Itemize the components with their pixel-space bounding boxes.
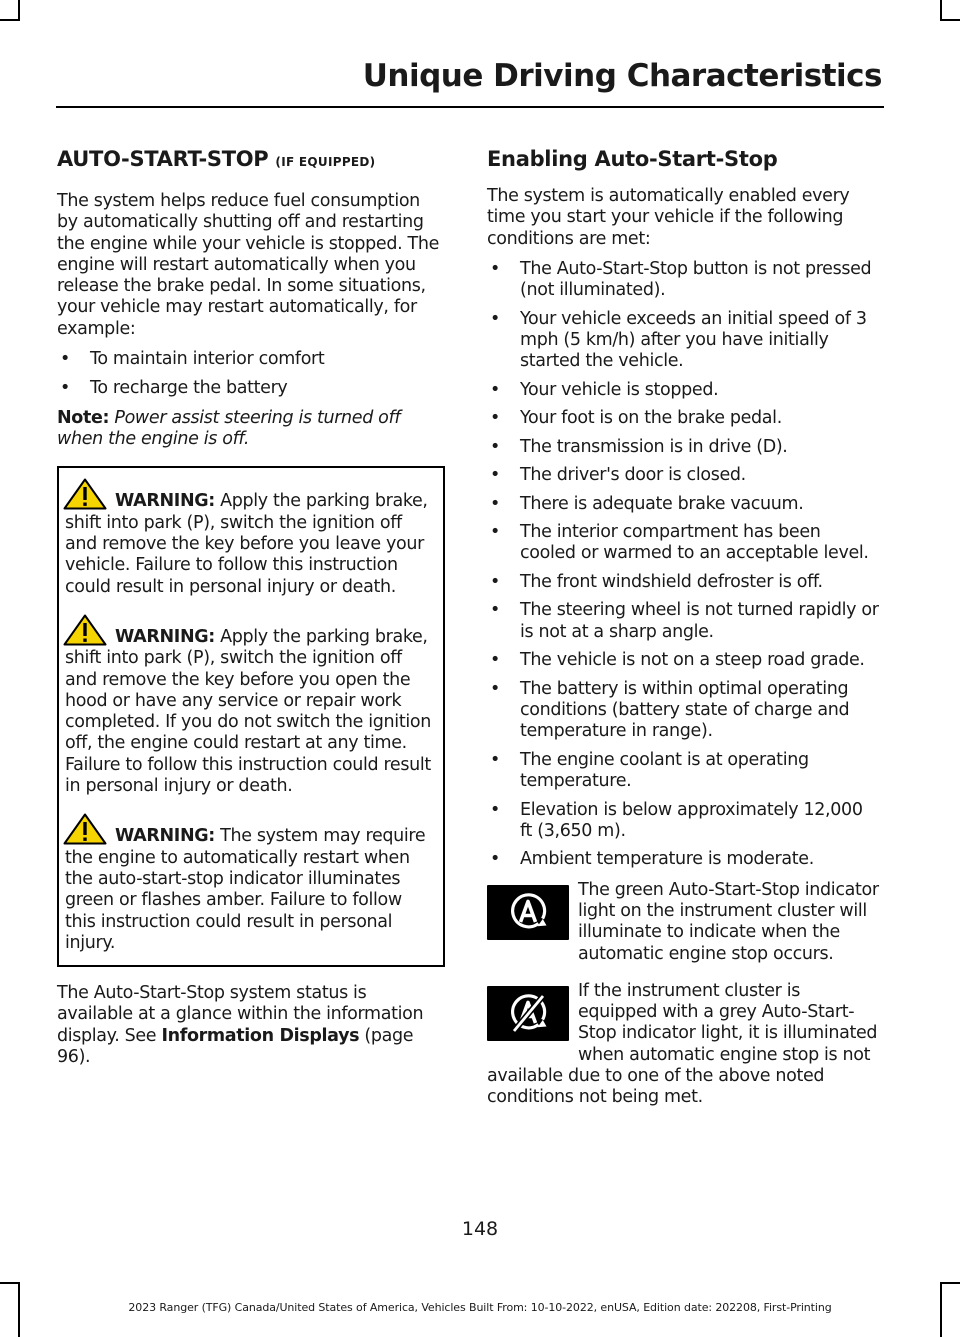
left-column — [57, 144, 445, 1077]
section-heading-enabling: Enabling Auto-Start-Stop — [487, 147, 778, 171]
status-paragraph — [57, 983, 445, 1068]
list-item: • Ambient temperature is moderate. — [487, 849, 879, 870]
list-item: • To recharge the battery — [57, 378, 445, 399]
auto-start-stop-icon — [487, 885, 569, 940]
grey-indicator-text: If the instrument cluster is equipped with a grey Auto-Start-Stop indicator light, it is illuminated when automatic engine stop is not available due to one of the above noted conditions not being met. — [487, 980, 878, 1108]
heading-text: AUTO-START-STOP — [57, 147, 269, 171]
examples-list — [57, 349, 445, 399]
crop-mark-bottom-left-h — [0, 1282, 20, 1284]
note-label: Note: — [57, 407, 110, 428]
heading-qualifier: (IF EQUIPPED) — [275, 155, 376, 169]
list-item: • The battery is within optimal operating conditions (battery state of charge and temperature in range). — [487, 679, 879, 743]
list-item: • The vehicle is not on a steep road grade. — [487, 650, 879, 671]
crop-mark-top-right-h — [940, 19, 960, 21]
footer: 2023 Ranger (TFG) Canada/United States of America, Vehicles Built From: 10-10-2022, enUSA, Edition date: 202208, First-Printing — [128, 1301, 832, 1314]
list-item: • There is adequate brake vacuum. — [487, 494, 879, 515]
list-item: • The Auto-Start-Stop button is not pressed (not illuminated). — [487, 259, 879, 302]
list-item: • The steering wheel is not turned rapidly or is not at a sharp angle. — [487, 600, 879, 643]
warning-1 — [65, 478, 437, 597]
crop-mark-top-left-h — [0, 19, 20, 21]
page-title: Unique Driving Characteristics — [362, 58, 882, 94]
crop-mark-bottom-right-h — [940, 1282, 960, 1284]
warning-3 — [65, 813, 437, 954]
list-item: • The front windshield defroster is off. — [487, 572, 879, 593]
list-item: • The driver's door is closed. — [487, 465, 879, 486]
cross-reference-link[interactable]: Information Displays — [161, 1025, 360, 1046]
section-heading-auto-start-stop — [57, 144, 445, 177]
warning-label: WARNING: — [115, 491, 215, 512]
list-item: • Your vehicle exceeds an initial speed of 3 mph (5 km/h) after you have initially started the vehicle. — [487, 309, 879, 373]
conditions-list — [487, 259, 879, 871]
warning-label: WARNING: — [115, 626, 215, 647]
list-item: • Elevation is below approximately 12,000 ft (3,650 m). — [487, 800, 879, 843]
title-rule — [56, 106, 884, 108]
note-text: Power assist steering is turned off when the engine is off. — [57, 407, 401, 450]
crop-mark-top-left — [18, 0, 20, 21]
right-column — [487, 144, 879, 1125]
green-indicator-text: The green Auto-Start-Stop indicator light on the instrument cluster will illuminate to indicate when the automatic engine stop occurs. — [578, 879, 879, 964]
warning-text: The system may require the engine to automatically restart when the auto-start-stop indicator illuminates green or flashes amber. Failure to follow this instruction could result in personal injury. — [65, 826, 426, 953]
crop-mark-top-right — [940, 0, 942, 21]
green-indicator-paragraph — [487, 880, 879, 965]
auto-start-stop-off-icon — [487, 986, 569, 1041]
warning-triangle-icon — [63, 478, 107, 510]
list-item: • Your foot is on the brake pedal. — [487, 408, 879, 429]
warning-triangle-icon — [63, 813, 107, 845]
warning-text: Apply the parking brake, shift into park (P), switch the ignition off and remove the key before you leave your vehicle. Failure to follow this instruction could result in personal injury or death. — [65, 491, 428, 597]
list-item: • To maintain interior comfort — [57, 349, 445, 370]
warning-triangle-icon — [63, 614, 107, 646]
warning-text: Apply the parking brake, shift into park (P), switch the ignition off and remove the key before you open the hood or have any service or repair work completed. If you do not switch the ignition off, the engine could restart at any time. Failure to follow this instruction could result in personal injury or death. — [65, 626, 431, 797]
warning-2 — [65, 614, 437, 797]
page-number: 148 — [461, 1218, 499, 1240]
grey-indicator-paragraph — [487, 981, 879, 1109]
status-text: The Auto-Start-Stop system status is available at a glance within the information display. See — [57, 983, 424, 1046]
warning-box — [57, 466, 445, 967]
enabling-intro: The system is automatically enabled every time you start your vehicle if the following conditions are met: — [487, 186, 850, 249]
list-item: • Your vehicle is stopped. — [487, 380, 879, 401]
status-page-ref: (page 96). — [57, 1025, 414, 1067]
intro-paragraph: The system helps reduce fuel consumption by automatically shutting off and restarting the engine while your vehicle is stopped. The engine will restart automatically when you release the brake pedal. In some situations, your vehicle may restart automatically, for example: — [57, 191, 440, 339]
warning-label: WARNING: — [115, 826, 215, 847]
list-item: • The interior compartment has been cooled or warmed to an acceptable level. — [487, 522, 879, 565]
list-item: • The engine coolant is at operating temperature. — [487, 750, 879, 793]
list-item: • The transmission is in drive (D). — [487, 437, 879, 458]
note — [57, 408, 445, 451]
